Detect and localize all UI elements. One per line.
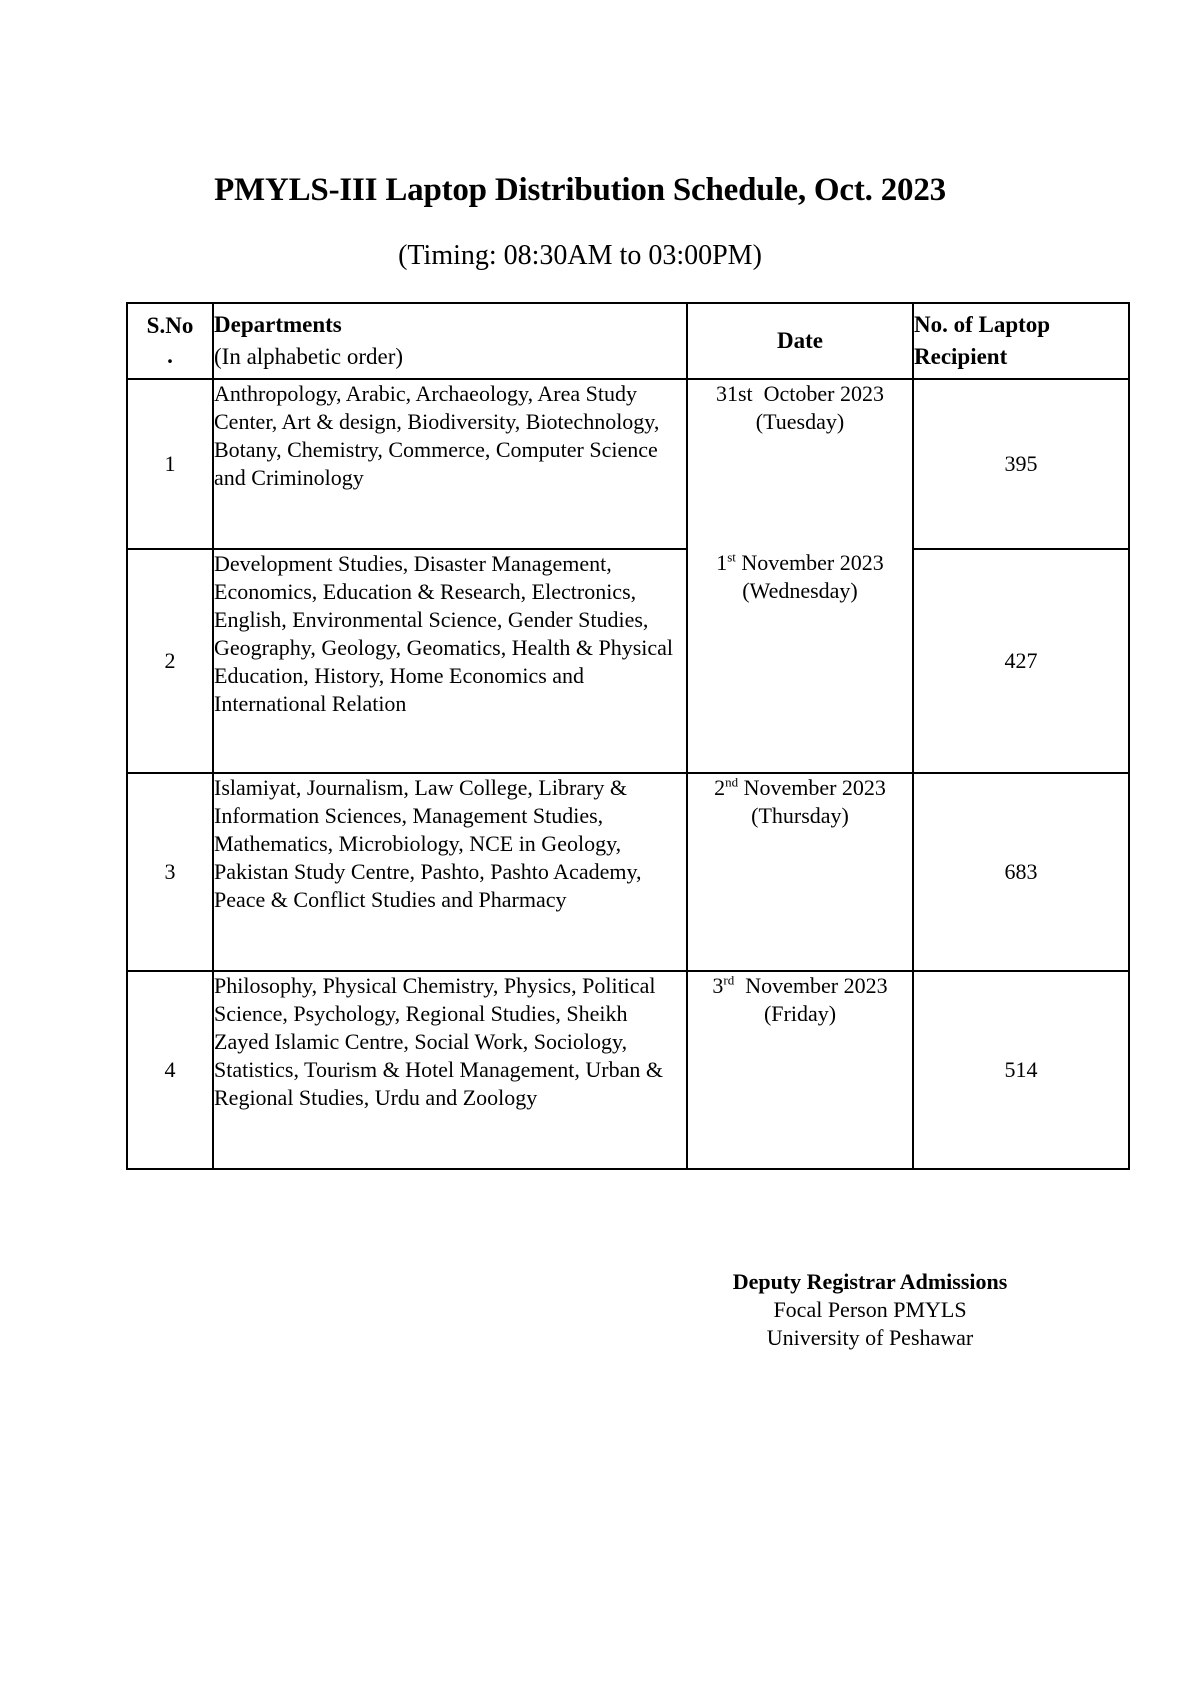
date-ordinal: nd: [725, 774, 739, 790]
signature-institution: University of Peshawar: [766, 1325, 974, 1350]
row-departments: Philosophy, Physical Chemistry, Physics, Political Science, Psychology, Regional Studies, Sheikh Zayed Islamic Centre, Social Work, Sociology, Statistics, Tourism & Hotel Management, Urban & Regional Studies, Urdu and Zoology: [213, 971, 687, 1169]
row-sno: 2: [127, 549, 213, 773]
date-ordinal: rd: [723, 972, 735, 988]
row-date-line: [688, 774, 912, 802]
header-sno-line1: S.No: [146, 313, 194, 338]
row-departments: Anthropology, Arabic, Archaeology, Area Study Center, Art & design, Biodiversity, Biotechnology, Botany, Chemistry, Commerce, Computer Science and Criminology: [213, 379, 687, 549]
row-recipients: 514: [913, 971, 1129, 1169]
table-row: [127, 379, 1129, 549]
row-date-line: [688, 549, 912, 577]
date-day: 2: [714, 775, 726, 800]
header-sno-line2: .: [167, 343, 173, 368]
table-header-row: [127, 303, 1129, 379]
header-departments-label: Departments: [214, 312, 342, 337]
row-date-line: [688, 972, 912, 1000]
row-departments: Development Studies, Disaster Management, Economics, Education & Research, Electronics, English, Environmental Science, Gender Studies, Geography, Geology, Geomatics, Health & Physical Education, History, Home Economics and International Relation: [213, 549, 687, 773]
date-ordinal: st: [727, 549, 736, 565]
signature-block: [700, 1268, 1040, 1352]
row-date-line: [688, 380, 912, 408]
row-date: [687, 379, 913, 549]
row-weekday: (Tuesday): [755, 409, 845, 434]
header-sno: [127, 303, 213, 379]
row-sno: 4: [127, 971, 213, 1169]
header-date: Date: [687, 303, 913, 379]
date-month-year: November 2023: [741, 550, 884, 575]
row-date: [687, 971, 913, 1169]
date-month-year: November 2023: [743, 775, 886, 800]
row-date: [687, 773, 913, 971]
table-row: [127, 549, 1129, 773]
row-recipients: 395: [913, 379, 1129, 549]
date-month-year: November 2023: [745, 973, 888, 998]
header-recipients-line1: No. of Laptop: [914, 312, 1051, 337]
row-weekday: (Thursday): [751, 803, 849, 828]
table-row: [127, 971, 1129, 1169]
date-month-year: October 2023: [763, 381, 885, 406]
row-recipients: 427: [913, 549, 1129, 773]
row-sno: 3: [127, 773, 213, 971]
date-day: 3: [712, 973, 724, 998]
distribution-schedule-table: [126, 302, 1130, 1170]
date-day: 1: [716, 550, 728, 575]
row-weekday: (Friday): [763, 1001, 837, 1026]
table-row: [127, 773, 1129, 971]
row-weekday: (Wednesday): [742, 578, 858, 603]
row-date: [687, 549, 913, 773]
row-departments: Islamiyat, Journalism, Law College, Library & Information Sciences, Management Studies, Mathematics, Microbiology, NCE in Geology, Pakistan Study Centre, Pashto, Pashto Academy, Peace & Conflict Studies and Pharmacy: [213, 773, 687, 971]
document-title: PMYLS-III Laptop Distribution Schedule, Oct. 2023: [214, 172, 946, 208]
timing-note: (Timing: 08:30AM to 03:00PM): [398, 240, 762, 271]
header-departments-sub: (In alphabetic order): [214, 344, 404, 369]
header-recipients: [913, 303, 1129, 379]
header-recipients-line2: Recipient: [914, 344, 1008, 369]
signature-role: Focal Person PMYLS: [773, 1297, 967, 1322]
date-day: 31st: [715, 381, 753, 406]
row-sno: 1: [127, 379, 213, 549]
header-departments: [213, 303, 687, 379]
row-recipients: 683: [913, 773, 1129, 971]
signature-designation: Deputy Registrar Admissions: [732, 1269, 1008, 1294]
